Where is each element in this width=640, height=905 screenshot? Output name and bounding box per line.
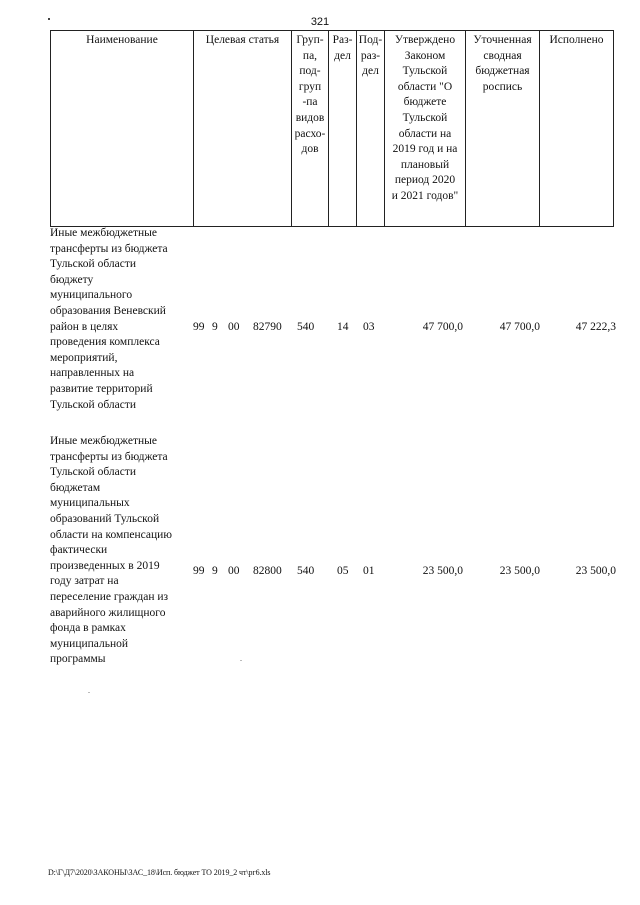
scan-speck xyxy=(88,692,90,693)
row-code-subprogram: 9 xyxy=(212,565,218,577)
row-code-program: 99 xyxy=(193,565,205,577)
scan-speck xyxy=(240,660,242,661)
header-executed: Исполнено xyxy=(540,31,614,227)
row-executed: 47 222,3 xyxy=(575,321,616,333)
row-code-main: 00 xyxy=(228,565,240,577)
row-section: 05 xyxy=(337,565,349,577)
row-group: 540 xyxy=(297,565,315,577)
header-group: Груп- па, под- груп -па видов расхо- дов xyxy=(292,31,329,227)
row-name: Иные межбюджетные трансферты из бюджета Тульской области бюджету муниципального образования Веневский район в целях проведения комплекса мероприятий, направленных на развитие территорий Тульской области xyxy=(50,227,168,411)
row-approved: 47 700,0 xyxy=(422,321,463,333)
scan-dot xyxy=(48,18,50,20)
header-name: Наименование xyxy=(51,31,194,227)
row-subsection: 03 xyxy=(363,321,375,333)
page-number: 321 xyxy=(310,16,330,28)
row-refined: 23 500,0 xyxy=(499,565,540,577)
header-target-article: Целевая статья xyxy=(194,31,292,227)
header-subsection: Под- раз- дел xyxy=(357,31,385,227)
row-approved: 23 500,0 xyxy=(422,565,463,577)
file-path-footer: D:\Г\Д7\2020\ЗАКОНЫ\ЗАС_18\Исп. бюджет ТО 2019_2 чт\рг6.xls xyxy=(48,868,271,877)
header-section: Раз- дел xyxy=(329,31,357,227)
header-approved: Утверждено Законом Тульской области "О бюджете Тульской области на 2019 год и на плановый период 2020 и 2021 годов" xyxy=(385,31,466,227)
table-header xyxy=(50,30,614,227)
row-group: 540 xyxy=(297,321,315,333)
row-name: Иные межбюджетные трансферты из бюджета Тульской области бюджетам муниципальных образований Тульской области на компенсацию фактически произведенных в 2019 году затрат на переселение граждан из аварийного жилищного фонда в рамках муниципальной программы xyxy=(50,435,172,666)
row-refined: 47 700,0 xyxy=(499,321,540,333)
row-code-direction: 82800 xyxy=(253,565,282,577)
row-code-subprogram: 9 xyxy=(212,321,218,333)
row-executed: 23 500,0 xyxy=(575,565,616,577)
row-subsection: 01 xyxy=(363,565,375,577)
header-refined: Уточненная сводная бюджетная роспись xyxy=(466,31,540,227)
row-code-direction: 82790 xyxy=(253,321,282,333)
row-section: 14 xyxy=(337,321,349,333)
row-code-program: 99 xyxy=(193,321,205,333)
row-code-main: 00 xyxy=(228,321,240,333)
